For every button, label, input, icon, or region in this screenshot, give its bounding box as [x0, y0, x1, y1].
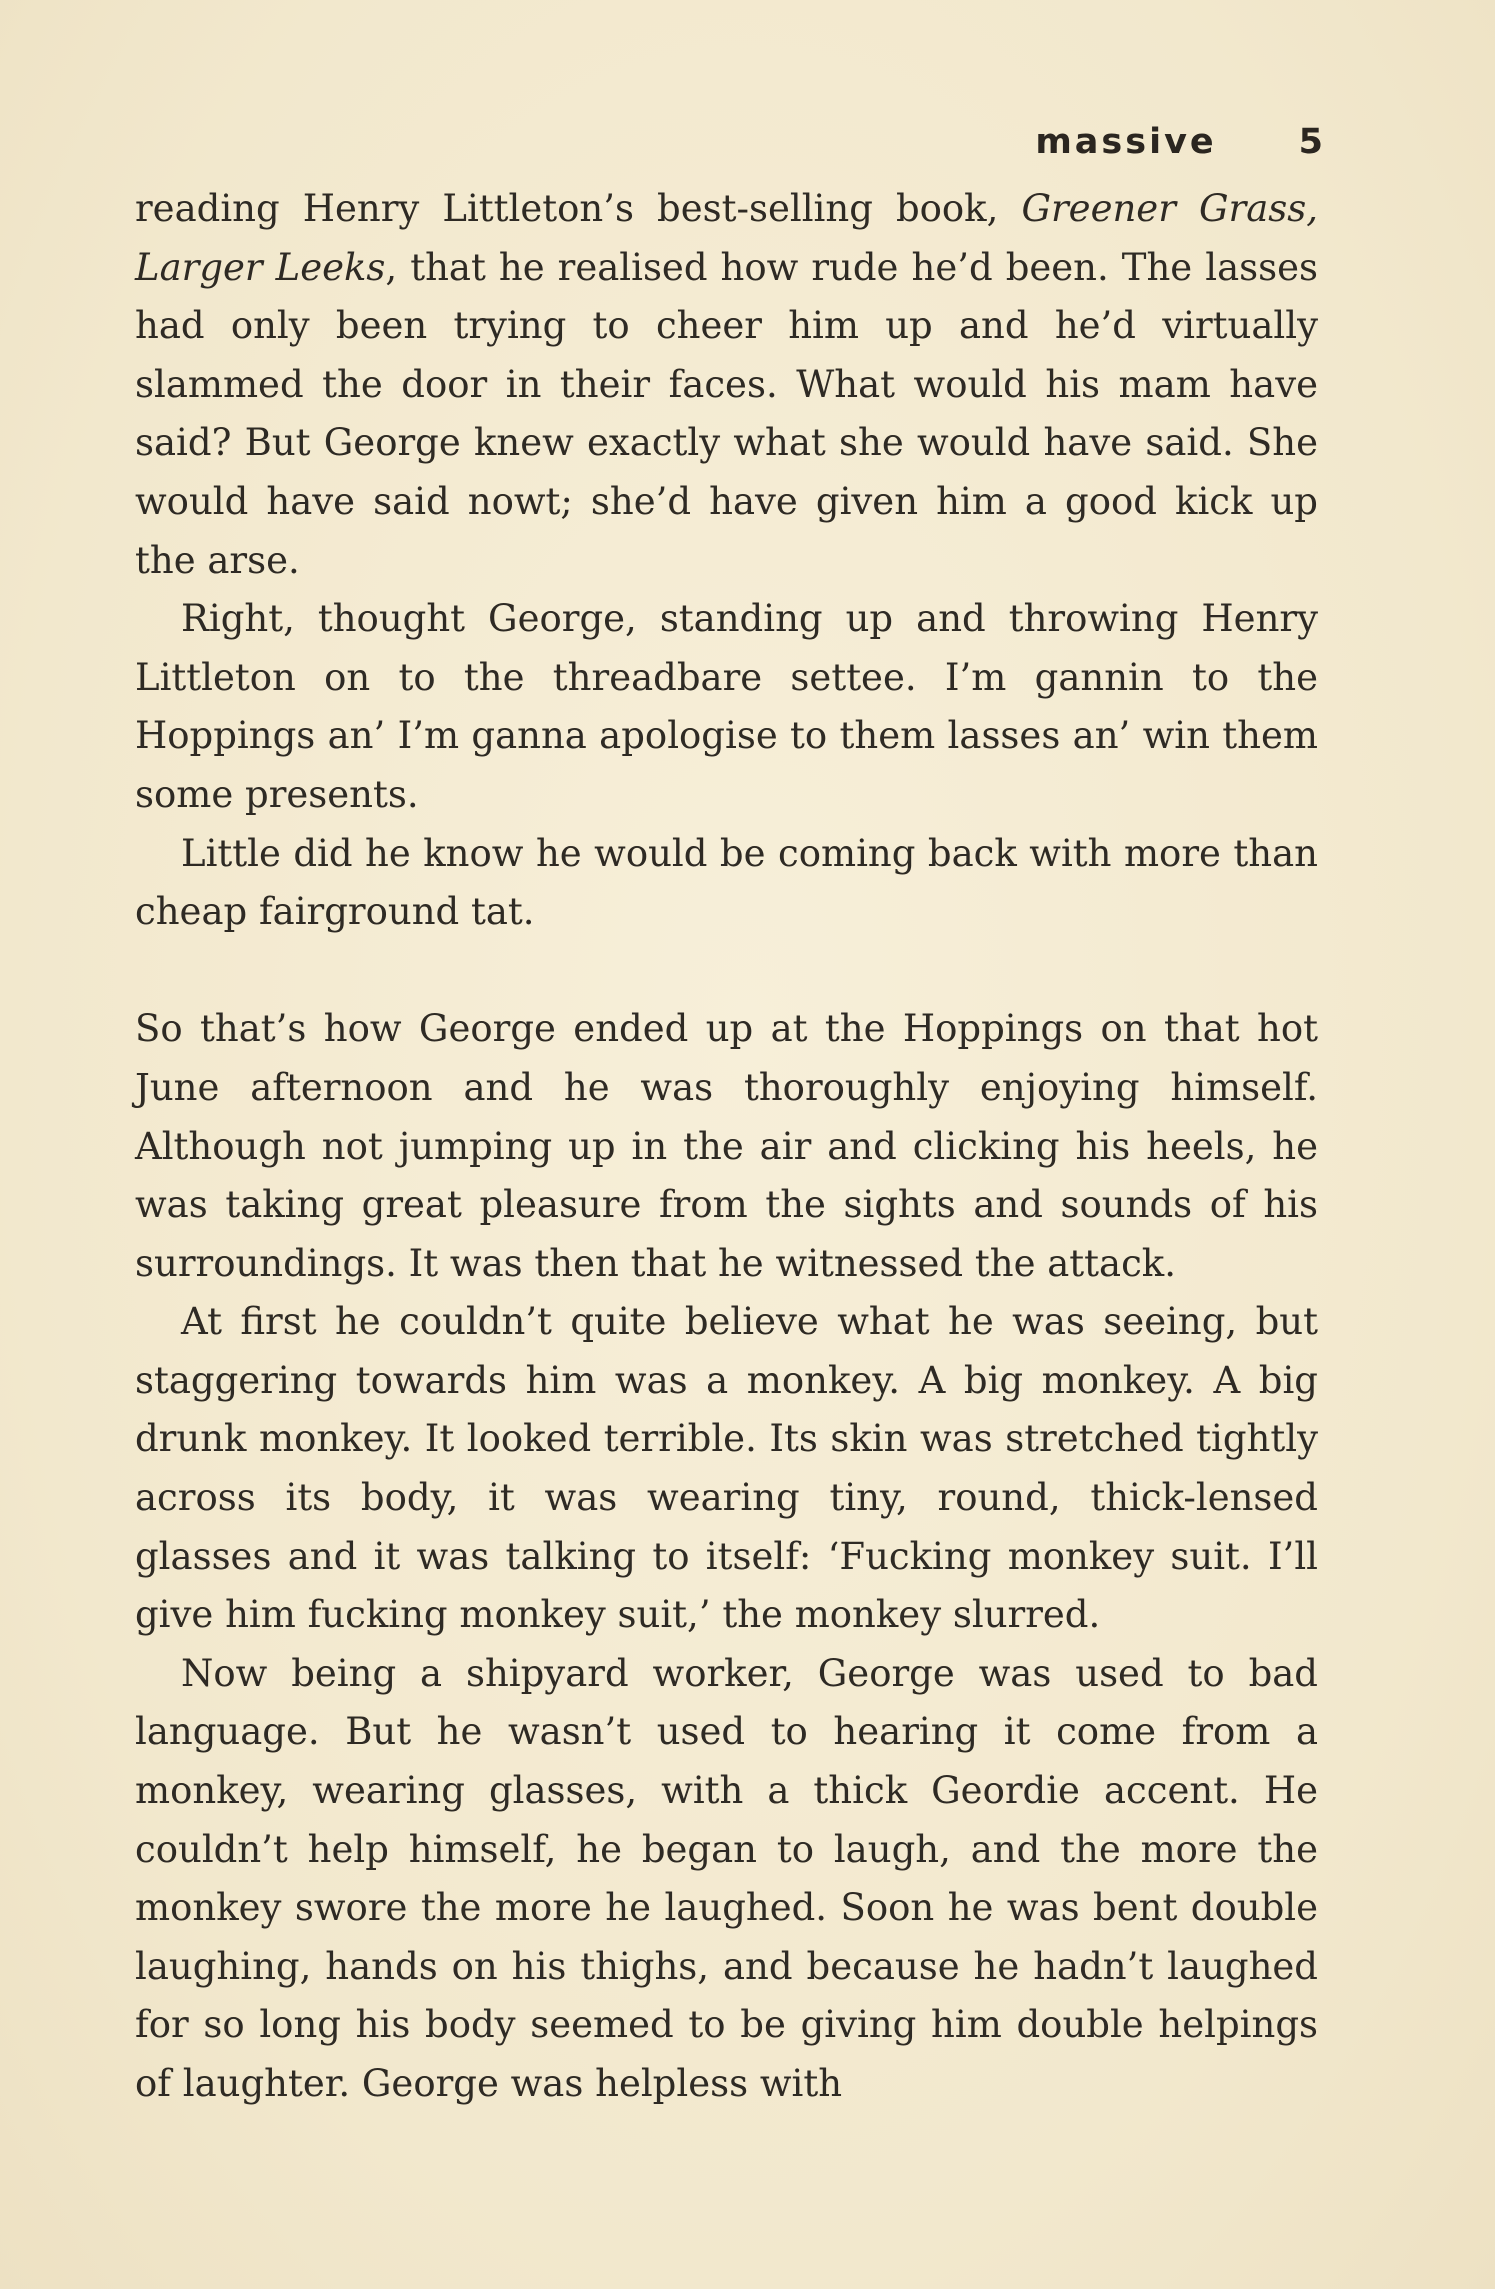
paragraph-6: Now being a shipyard worker, George was used to bad language. But he wasn’t used to hearing it come from a monkey, wearing glasses, with a thick Geordie accent. He couldn’t help himself, he began to laugh, and the more the monkey swore the more he laughed. Soon he was bent double laughing, hands on his thighs, and because he hadn’t laughed for so long his body seemed to be giving him double helpings of laughter. George was helpless with — [135, 1651, 1318, 2105]
paragraph-2: Right, thought George, standing up and throwing Henry Littleton on to the threadbare settee. I’m gannin to the Hoppings an’ I’m ganna apologise to them lasses an’ win them some presents. — [135, 597, 1318, 816]
paragraph-3: Little did he know he would be coming back with more than cheap fairground tat. — [135, 831, 1318, 934]
paragraph-1: reading Henry Littleton’s best-selling book, Greener Grass, Larger Leeks, that he realised how rude he’d been. The lasses had only been trying to cheer him up and he’d virtually slammed the door in their faces. What would his mam have said? But George knew exactly what she would have said. She would have said nowt; she’d have given him a good kick up the arse. — [135, 187, 1318, 582]
section-break — [135, 942, 1318, 1001]
book-title: Greener Grass, Larger Leeks — [135, 187, 1318, 289]
paragraph-5: At first he couldn’t quite believe what he was seeing, but staggering towards him was a monkey. A big monkey. A big drunk monkey. It looked terrible. Its skin was stretched tightly across its body, it was wearing tiny, round, thick-lensed glasses and it was talking to itself: ‘Fucking monkey suit. I’ll give him fucking monkey suit,’ the monkey slurred. — [135, 1300, 1318, 1637]
body-text — [135, 180, 1318, 2114]
running-header — [1035, 122, 1323, 162]
running-title: massive — [1035, 122, 1217, 162]
page-number: 5 — [1298, 122, 1323, 162]
paragraph-4: So that’s how George ended up at the Hoppings on that hot June afternoon and he was thoroughly enjoying himself. Although not jumping up in the air and clicking his heels, he was taking great pleasure from the sights and sounds of his surroundings. It was then that he witnessed the attack. — [135, 1007, 1318, 1285]
